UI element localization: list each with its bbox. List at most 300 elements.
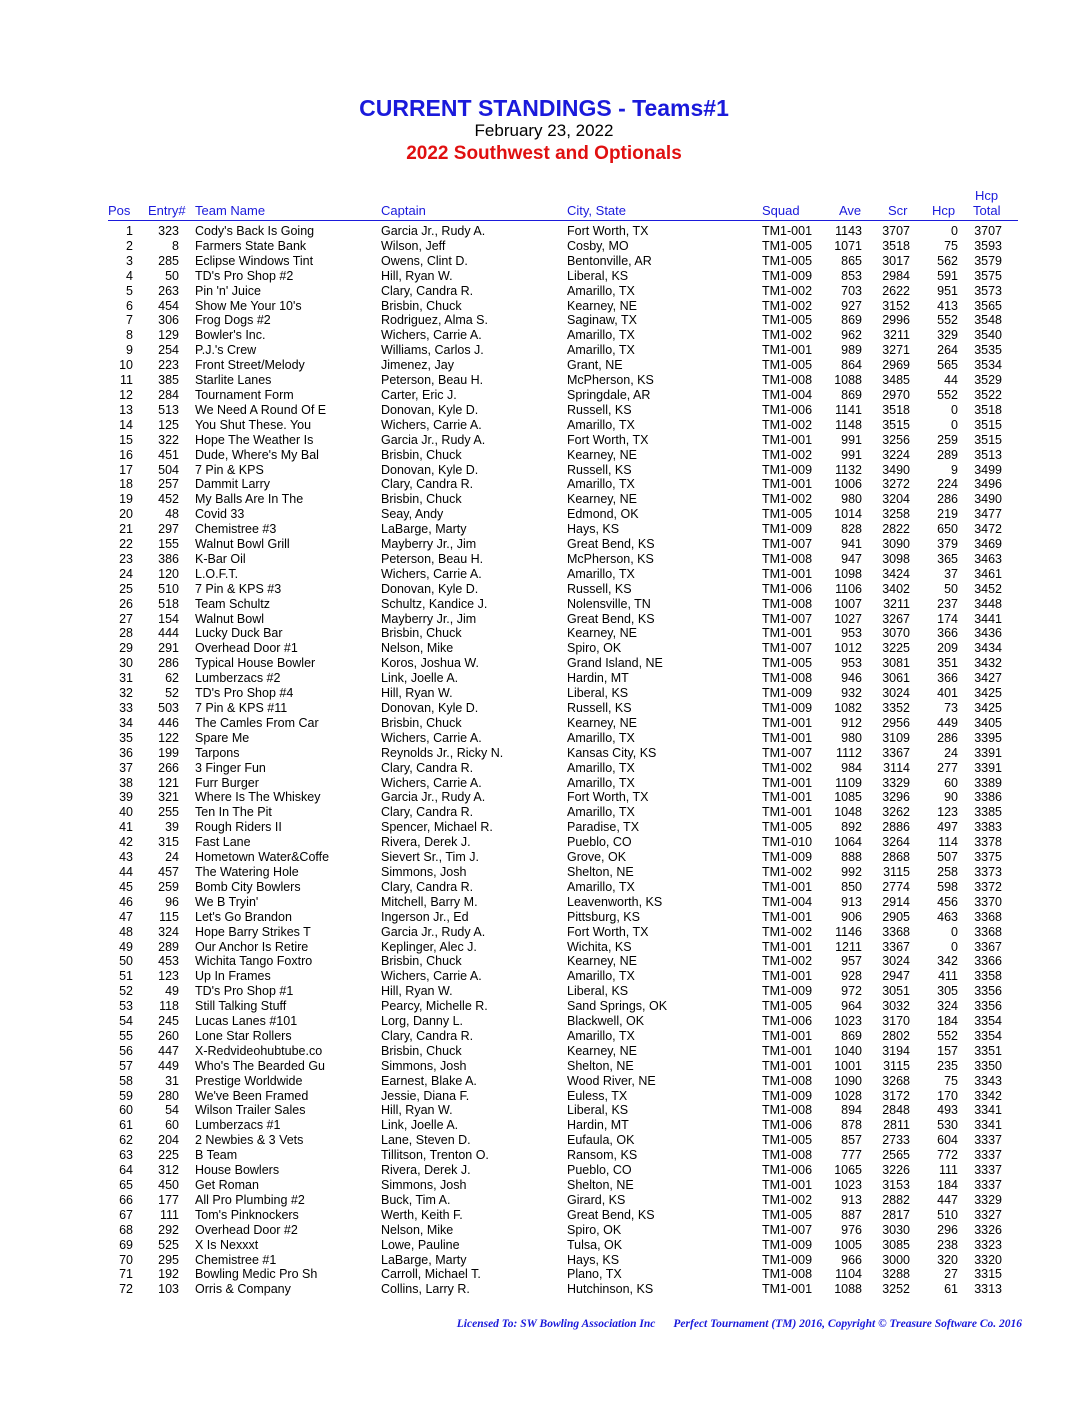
handicap-cell: 449 [937, 715, 958, 730]
city-state-cell: Amarillo, TX [567, 969, 635, 984]
pos-cell: 68 [119, 1222, 133, 1237]
entry-cell: 120 [158, 566, 179, 581]
captain-cell: Brisbin, Chuck [381, 954, 462, 969]
table-row [0, 1059, 1088, 1074]
scratch-cell: 2886 [882, 820, 910, 835]
hcp-total-cell: 3405 [974, 715, 1002, 730]
hcp-total-cell: 3391 [974, 745, 1002, 760]
squad-cell: TM1-008 [762, 671, 813, 686]
hcp-total-cell: 3522 [974, 387, 1002, 402]
table-row [0, 746, 1088, 761]
captain-cell: Clary, Candra R. [381, 879, 474, 894]
hcp-total-cell: 3337 [974, 1163, 1002, 1178]
captain-cell: Wichers, Carrie A. [381, 775, 482, 790]
squad-cell: TM1-005 [762, 358, 813, 373]
scratch-cell: 2817 [882, 1207, 910, 1222]
table-row [0, 910, 1088, 925]
team-name-cell: Furr Burger [195, 775, 259, 790]
city-state-cell: Russell, KS [567, 402, 632, 417]
captain-cell: Simmons, Josh [381, 1178, 467, 1192]
handicap-cell: 184 [937, 1178, 958, 1192]
city-state-cell: Shelton, NE [567, 864, 634, 879]
hcp-total-cell: 3366 [974, 954, 1002, 969]
entry-cell: 122 [158, 730, 179, 745]
pos-cell: 29 [119, 641, 133, 656]
squad-cell: TM1-002 [762, 417, 813, 432]
city-state-cell: Amarillo, TX [567, 1028, 635, 1043]
captain-cell: Rivera, Derek J. [381, 835, 471, 850]
team-name-cell: P.J.'s Crew [195, 343, 257, 358]
city-state-cell: Russell, KS [567, 462, 632, 477]
scratch-cell: 3061 [882, 671, 910, 686]
pos-cell: 22 [119, 537, 133, 552]
hcp-total-cell: 3368 [974, 924, 1002, 939]
team-name-cell: Hometown Water&Coffe [195, 850, 330, 865]
average-cell: 953 [841, 626, 862, 641]
table-row [0, 358, 1088, 373]
team-name-cell: 3 Finger Fun [195, 760, 266, 775]
table-row [0, 1074, 1088, 1089]
scratch-cell: 2882 [882, 1192, 910, 1207]
pos-cell: 20 [119, 507, 133, 522]
captain-cell: Carroll, Michael T. [381, 1267, 481, 1282]
captain-cell: Clary, Candra R. [381, 805, 474, 820]
city-state-cell: Hutchinson, KS [567, 1282, 654, 1297]
scratch-cell: 2996 [882, 313, 910, 328]
handicap-cell: 0 [951, 924, 958, 939]
handicap-cell: 73 [944, 701, 958, 715]
scratch-cell: 3226 [882, 1163, 910, 1178]
captain-cell: Pearcy, Michelle R. [381, 999, 488, 1014]
entry-cell: 50 [165, 268, 179, 283]
col-hcp-total-header-bottom: Total [973, 203, 1001, 218]
pos-cell: 45 [119, 879, 133, 894]
scratch-cell: 3085 [882, 1237, 910, 1252]
pos-cell: 18 [119, 477, 133, 492]
city-state-cell: Amarillo, TX [567, 879, 635, 894]
pos-cell: 67 [119, 1207, 133, 1222]
table-row [0, 612, 1088, 627]
pos-cell: 5 [126, 283, 133, 298]
hcp-total-cell: 3427 [974, 671, 1002, 686]
squad-cell: TM1-001 [762, 805, 813, 820]
scratch-cell: 2905 [882, 909, 910, 924]
pos-cell: 8 [126, 328, 133, 343]
city-state-cell: Fort Worth, TX [567, 924, 649, 939]
hcp-total-cell: 3472 [974, 522, 1002, 537]
handicap-cell: 552 [937, 387, 958, 402]
team-name-cell: Tarpons [195, 745, 240, 760]
scratch-cell: 3402 [882, 581, 910, 596]
pos-cell: 70 [119, 1252, 133, 1267]
entry-cell: 449 [158, 1058, 179, 1073]
average-cell: 878 [841, 1118, 862, 1133]
pos-cell: 28 [119, 626, 133, 641]
hcp-total-cell: 3358 [974, 969, 1002, 984]
average-cell: 850 [841, 879, 862, 894]
table-row [0, 567, 1088, 582]
col-hcp-total-header-top: Hcp [975, 188, 999, 203]
average-cell: 1028 [834, 1088, 862, 1103]
squad-cell: TM1-009 [762, 1088, 813, 1103]
city-state-cell: Amarillo, TX [567, 477, 635, 492]
pos-cell: 56 [119, 1043, 133, 1058]
entry-cell: 386 [158, 551, 179, 566]
team-name-cell: 7 Pin & KPS #3 [195, 581, 282, 596]
city-state-cell: Blackwell, OK [567, 1014, 645, 1029]
scratch-cell: 3109 [882, 730, 910, 745]
squad-cell: TM1-004 [762, 894, 813, 909]
entry-cell: 324 [158, 924, 179, 939]
scratch-cell: 2802 [882, 1028, 910, 1043]
scratch-cell: 3070 [882, 626, 910, 641]
pos-cell: 64 [119, 1163, 133, 1178]
entry-cell: 323 [158, 224, 179, 238]
scratch-cell: 3518 [882, 402, 910, 417]
entry-cell: 52 [165, 686, 179, 701]
city-state-cell: Sand Springs, OK [567, 999, 668, 1014]
entry-cell: 289 [158, 939, 179, 954]
captain-cell: Peterson, Beau H. [381, 551, 484, 566]
report-date: February 23, 2022 [474, 121, 614, 140]
pos-cell: 44 [119, 864, 133, 879]
scratch-cell: 3017 [882, 253, 910, 268]
handicap-cell: 9 [951, 462, 958, 477]
entry-cell: 450 [158, 1178, 179, 1192]
city-state-cell: Amarillo, TX [567, 775, 635, 790]
city-state-cell: Amarillo, TX [567, 343, 635, 358]
average-cell: 1001 [834, 1058, 862, 1073]
captain-cell: Clary, Candra R. [381, 477, 474, 492]
table-row [0, 1267, 1088, 1282]
average-cell: 1146 [835, 924, 862, 939]
team-name-cell: Lucky Duck Bar [195, 626, 283, 641]
team-name-cell: 2 Newbies & 3 Vets [195, 1133, 304, 1148]
hcp-total-cell: 3326 [974, 1222, 1002, 1237]
average-cell: 1141 [835, 402, 862, 417]
team-name-cell: Bomb City Bowlers [195, 879, 301, 894]
city-state-cell: Springdale, AR [567, 387, 651, 402]
average-cell: 913 [841, 1192, 862, 1207]
scratch-cell: 3707 [882, 224, 910, 238]
table-row [0, 1103, 1088, 1118]
average-cell: 865 [841, 253, 862, 268]
entry-cell: 286 [158, 656, 179, 671]
average-cell: 1143 [835, 224, 862, 238]
squad-cell: TM1-002 [762, 760, 813, 775]
city-state-cell: Amarillo, TX [567, 805, 635, 820]
handicap-cell: 0 [951, 224, 958, 238]
squad-cell: TM1-002 [762, 298, 813, 313]
entry-cell: 266 [158, 760, 179, 775]
captain-cell: Donovan, Kyle D. [381, 701, 479, 715]
pos-cell: 1 [126, 224, 133, 238]
entry-cell: 503 [158, 701, 179, 715]
table-row [0, 850, 1088, 865]
captain-cell: Tillitson, Trenton O. [381, 1148, 489, 1163]
captain-cell: Lane, Steven D. [381, 1133, 471, 1148]
average-cell: 853 [841, 268, 862, 283]
pos-cell: 52 [119, 984, 133, 999]
average-cell: 1112 [836, 745, 862, 760]
scratch-cell: 2969 [882, 358, 910, 373]
average-cell: 976 [841, 1222, 862, 1237]
pos-cell: 7 [126, 313, 133, 328]
hcp-total-cell: 3378 [974, 835, 1002, 850]
handicap-cell: 463 [937, 909, 958, 924]
squad-cell: TM1-001 [762, 715, 813, 730]
captain-cell: LaBarge, Marty [381, 522, 467, 537]
handicap-cell: 289 [937, 447, 958, 462]
captain-cell: Hill, Ryan W. [381, 984, 453, 999]
captain-cell: Nelson, Mike [381, 641, 454, 656]
city-state-cell: Liberal, KS [567, 984, 629, 999]
captain-cell: Clary, Candra R. [381, 283, 474, 298]
pos-cell: 15 [119, 432, 133, 447]
pos-cell: 43 [119, 850, 133, 865]
entry-cell: 454 [158, 298, 179, 313]
captain-cell: Lorg, Danny L. [381, 1014, 463, 1029]
table-row [0, 224, 1088, 239]
average-cell: 857 [841, 1133, 862, 1148]
handicap-cell: 90 [944, 790, 958, 805]
standings-table [0, 224, 1088, 1297]
city-state-cell: Saginaw, TX [567, 313, 637, 328]
hcp-total-cell: 3436 [974, 626, 1002, 641]
scratch-cell: 2914 [882, 894, 910, 909]
team-name-cell: Chemistree #3 [195, 522, 277, 537]
pos-cell: 19 [119, 492, 133, 507]
table-row [0, 1148, 1088, 1163]
team-name-cell: Team Schultz [195, 596, 271, 611]
average-cell: 964 [841, 999, 862, 1014]
scratch-cell: 3170 [882, 1014, 910, 1029]
captain-cell: Peterson, Beau H. [381, 373, 484, 388]
col-pos-header: Pos [108, 203, 131, 218]
squad-cell: TM1-009 [762, 686, 813, 701]
entry-cell: 259 [158, 879, 179, 894]
pos-cell: 9 [126, 343, 133, 358]
pos-cell: 54 [119, 1014, 133, 1029]
average-cell: 912 [841, 715, 862, 730]
table-row [0, 940, 1088, 955]
table-row [0, 865, 1088, 880]
col-ave-header: Ave [839, 203, 862, 218]
hcp-total-cell: 3337 [974, 1148, 1002, 1163]
average-cell: 913 [841, 894, 862, 909]
scratch-cell: 2774 [882, 879, 910, 894]
captain-cell: Carter, Eric J. [381, 387, 457, 402]
scratch-cell: 3485 [882, 373, 910, 388]
entry-cell: 321 [158, 790, 179, 805]
entry-cell: 284 [158, 387, 179, 402]
table-row [0, 820, 1088, 835]
entry-cell: 451 [158, 447, 179, 462]
handicap-cell: 264 [937, 343, 958, 358]
entry-cell: 453 [158, 954, 179, 969]
scratch-cell: 2984 [882, 268, 910, 283]
team-name-cell: Lucas Lanes #101 [195, 1014, 298, 1029]
captain-cell: Lowe, Pauline [381, 1237, 460, 1252]
average-cell: 703 [841, 283, 862, 298]
hcp-total-cell: 3370 [974, 894, 1002, 909]
city-state-cell: Grove, OK [567, 850, 627, 865]
average-cell: 894 [841, 1103, 862, 1118]
team-name-cell: Where Is The Whiskey [195, 790, 321, 805]
pos-cell: 35 [119, 730, 133, 745]
squad-cell: TM1-001 [762, 477, 813, 492]
team-name-cell: Bowling Medic Pro Sh [195, 1267, 318, 1282]
squad-cell: TM1-001 [762, 224, 813, 238]
scratch-cell: 2947 [882, 969, 910, 984]
captain-cell: Ingerson Jr., Ed [381, 909, 469, 924]
city-state-cell: Amarillo, TX [567, 760, 635, 775]
handicap-cell: 324 [937, 999, 958, 1014]
handicap-cell: 379 [937, 537, 958, 552]
table-row [0, 418, 1088, 433]
squad-cell: TM1-001 [762, 969, 813, 984]
squad-cell: TM1-002 [762, 924, 813, 939]
handicap-cell: 174 [937, 611, 958, 626]
hcp-total-cell: 3575 [974, 268, 1002, 283]
table-row [0, 671, 1088, 686]
average-cell: 892 [841, 820, 862, 835]
city-state-cell: Plano, TX [567, 1267, 622, 1282]
entry-cell: 291 [158, 641, 179, 656]
city-state-cell: Pittsburg, KS [567, 909, 640, 924]
squad-cell: TM1-009 [762, 850, 813, 865]
city-state-cell: Leavenworth, KS [567, 894, 663, 909]
scratch-cell: 3367 [882, 939, 910, 954]
team-name-cell: 7 Pin & KPS [195, 462, 264, 477]
squad-cell: TM1-010 [762, 835, 813, 850]
team-name-cell: Front Street/Melody [195, 358, 305, 373]
average-cell: 991 [841, 432, 862, 447]
hcp-total-cell: 3565 [974, 298, 1002, 313]
pos-cell: 33 [119, 701, 133, 715]
scratch-cell: 3268 [882, 1073, 910, 1088]
average-cell: 984 [841, 760, 862, 775]
scratch-cell: 2848 [882, 1103, 910, 1118]
city-state-cell: Kearney, NE [567, 715, 637, 730]
table-row [0, 776, 1088, 791]
city-state-cell: Shelton, NE [567, 1058, 634, 1073]
captain-cell: Donovan, Kyle D. [381, 462, 479, 477]
team-name-cell: We Need A Round Of E [195, 402, 327, 417]
average-cell: 1088 [834, 373, 862, 388]
team-name-cell: Frog Dogs #2 [195, 313, 271, 328]
squad-cell: TM1-002 [762, 492, 813, 507]
city-state-cell: Great Bend, KS [567, 1207, 655, 1222]
handicap-cell: 365 [937, 551, 958, 566]
hcp-total-cell: 3535 [974, 343, 1002, 358]
table-row [0, 537, 1088, 552]
scratch-cell: 3032 [882, 999, 910, 1014]
entry-cell: 446 [158, 715, 179, 730]
captain-cell: Link, Joelle A. [381, 671, 459, 686]
average-cell: 869 [841, 387, 862, 402]
average-cell: 869 [841, 1028, 862, 1043]
scratch-cell: 3272 [882, 477, 910, 492]
team-name-cell: TD's Pro Shop #2 [195, 268, 294, 283]
squad-cell: TM1-001 [762, 1028, 813, 1043]
hcp-total-cell: 3350 [974, 1058, 1002, 1073]
team-name-cell: Typical House Bowler [195, 656, 316, 671]
entry-cell: 444 [158, 626, 179, 641]
hcp-total-cell: 3343 [974, 1073, 1002, 1088]
squad-cell: TM1-008 [762, 1267, 813, 1282]
average-cell: 1211 [835, 939, 862, 954]
scratch-cell: 3211 [883, 328, 910, 343]
team-name-cell: All Pro Plumbing #2 [195, 1192, 305, 1207]
hcp-total-cell: 3386 [974, 790, 1002, 805]
pos-cell: 24 [119, 566, 133, 581]
team-name-cell: Our Anchor Is Retire [195, 939, 309, 954]
table-row [0, 641, 1088, 656]
captain-cell: Brisbin, Chuck [381, 715, 462, 730]
handicap-cell: 184 [937, 1014, 958, 1029]
squad-cell: TM1-006 [762, 581, 813, 596]
average-cell: 927 [841, 298, 862, 313]
col-entry-header: Entry# [148, 203, 186, 218]
table-row [0, 1133, 1088, 1148]
city-state-cell: Hays, KS [567, 1252, 620, 1267]
entry-cell: 260 [158, 1028, 179, 1043]
squad-cell: TM1-009 [762, 1252, 813, 1267]
scratch-cell: 2622 [882, 283, 910, 298]
captain-cell: Spencer, Michael R. [381, 820, 493, 835]
team-name-cell: We've Been Framed [195, 1088, 309, 1103]
captain-cell: Keplinger, Alec J. [381, 939, 477, 954]
entry-cell: 312 [158, 1163, 179, 1178]
entry-cell: 255 [158, 805, 179, 820]
entry-cell: 60 [165, 1118, 179, 1133]
team-name-cell: Who's The Bearded Gu [195, 1058, 326, 1073]
handicap-cell: 60 [944, 775, 958, 790]
average-cell: 1088 [834, 1282, 862, 1297]
captain-cell: Brisbin, Chuck [381, 1043, 462, 1058]
city-state-cell: Wood River, NE [567, 1073, 656, 1088]
hcp-total-cell: 3425 [974, 686, 1002, 701]
city-state-cell: Bentonville, AR [567, 253, 652, 268]
handicap-cell: 413 [937, 298, 958, 313]
pos-cell: 55 [119, 1028, 133, 1043]
captain-cell: LaBarge, Marty [381, 1252, 467, 1267]
average-cell: 1012 [834, 641, 862, 656]
pos-cell: 41 [119, 820, 133, 835]
scratch-cell: 3024 [882, 954, 910, 969]
handicap-cell: 598 [937, 879, 958, 894]
table-row [0, 239, 1088, 254]
hcp-total-cell: 3518 [974, 402, 1002, 417]
pos-cell: 34 [119, 715, 133, 730]
average-cell: 1023 [834, 1014, 862, 1029]
average-cell: 1014 [834, 507, 862, 522]
captain-cell: Clary, Candra R. [381, 1028, 474, 1043]
hcp-total-cell: 3496 [974, 477, 1002, 492]
table-row [0, 626, 1088, 641]
scratch-cell: 3288 [882, 1267, 910, 1282]
team-name-cell: The Camles From Car [195, 715, 319, 730]
captain-cell: Link, Joelle A. [381, 1118, 459, 1133]
handicap-cell: 530 [937, 1118, 958, 1133]
handicap-cell: 114 [938, 835, 958, 850]
entry-cell: 123 [158, 969, 179, 984]
handicap-cell: 0 [951, 402, 958, 417]
average-cell: 888 [841, 850, 862, 865]
squad-cell: TM1-001 [762, 566, 813, 581]
city-state-cell: Amarillo, TX [567, 730, 635, 745]
